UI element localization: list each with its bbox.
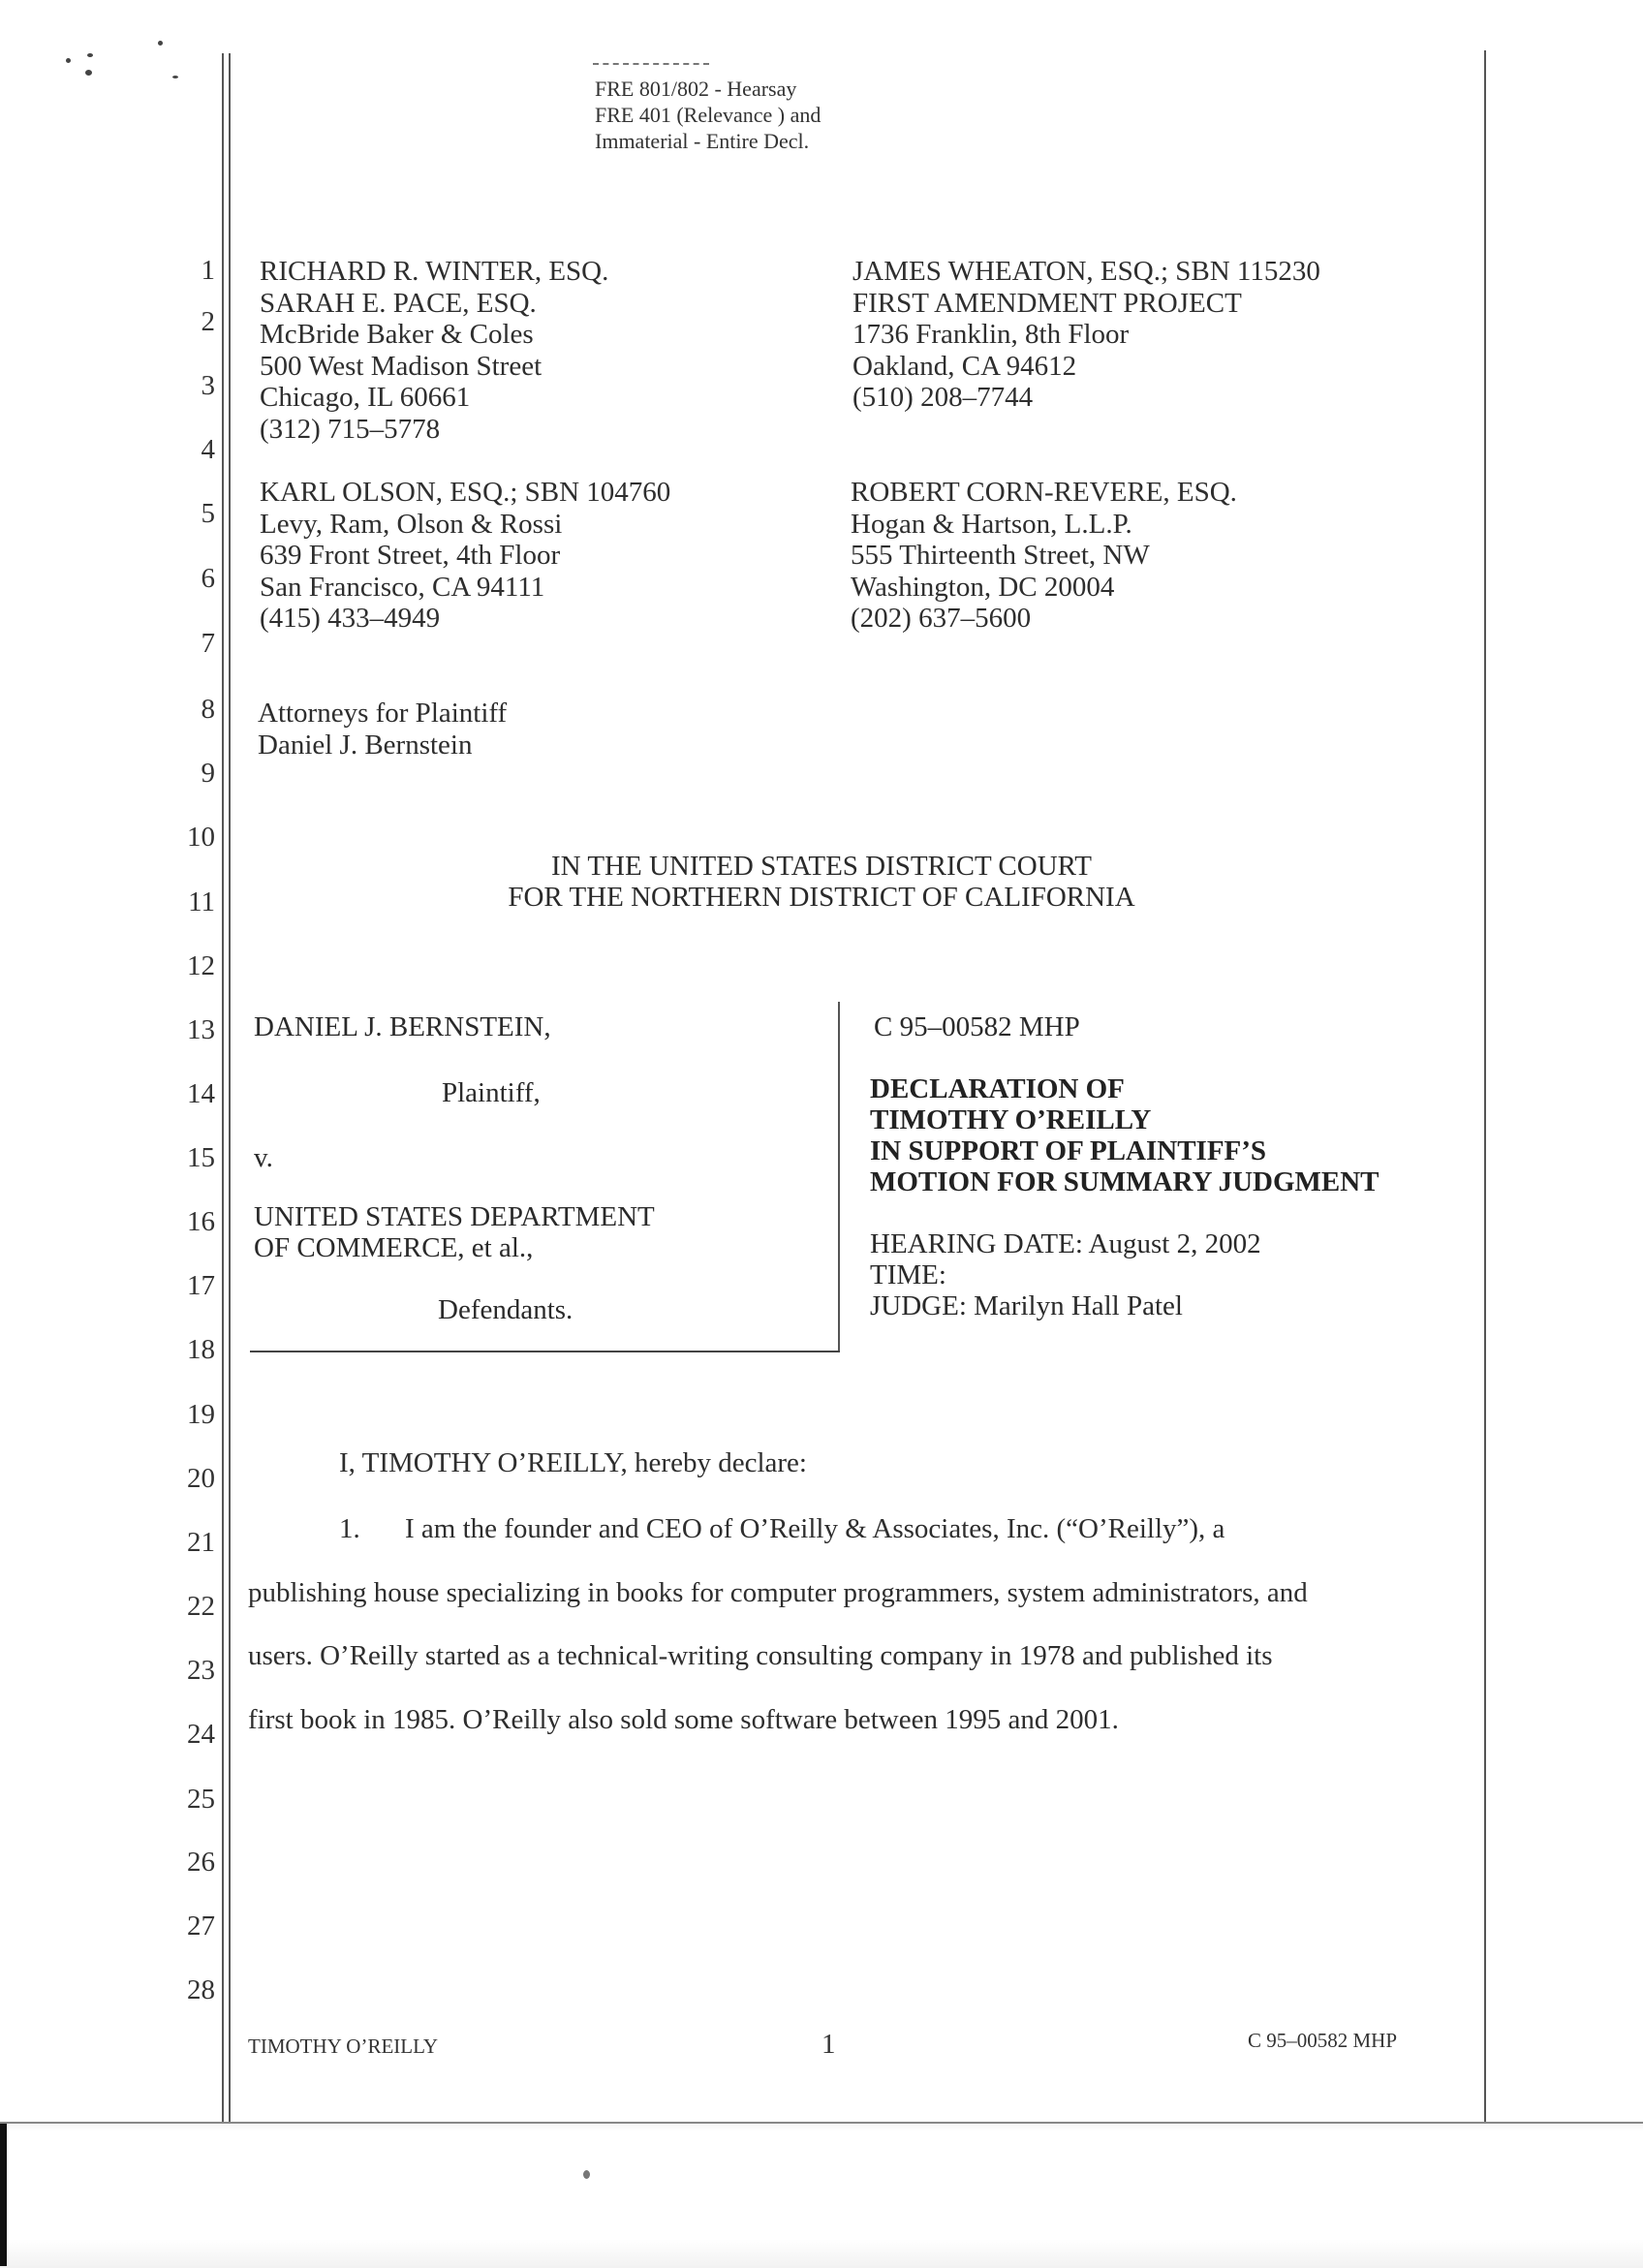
line-number: 5 — [201, 498, 215, 529]
caption-parties — [254, 1011, 835, 1042]
annotation-dash-line — [593, 63, 709, 65]
defendant-name — [254, 1201, 655, 1263]
left-margin-rule-outer — [222, 53, 224, 2122]
line-number: 27 — [187, 1911, 215, 1942]
line-number: 17 — [187, 1270, 215, 1301]
counsel-line: SARAH E. PACE, ESQ. — [260, 287, 537, 319]
line-number: 1 — [201, 255, 215, 286]
right-margin-rule — [1484, 50, 1486, 2122]
document-title-line: TIMOTHY O’REILLY — [870, 1104, 1152, 1135]
line-number: 14 — [187, 1078, 215, 1109]
line-number: 21 — [187, 1527, 215, 1558]
court-heading-line: FOR THE NORTHERN DISTRICT OF CALIFORNIA — [508, 882, 1135, 913]
line-number: 2 — [201, 306, 215, 337]
counsel-line: (415) 433–4949 — [260, 603, 441, 634]
counsel-line: Chicago, IL 60661 — [260, 382, 471, 413]
footer-case-number: C 95–00582 MHP — [1248, 2029, 1398, 2052]
paragraph-line: I am the founder and CEO of O’Reilly & Associates, Inc. (“O’Reilly”), a — [405, 1513, 1225, 1544]
objection-annotation — [595, 76, 821, 154]
line-number: 6 — [201, 563, 215, 594]
scanner-bed-area — [0, 2122, 1643, 2268]
line-number: 4 — [201, 434, 215, 465]
counsel-line: 639 Front Street, 4th Floor — [260, 540, 561, 571]
court-heading — [0, 851, 1643, 913]
scan-speck — [87, 53, 93, 57]
line-number: 18 — [187, 1334, 215, 1365]
line-number: 22 — [187, 1591, 215, 1622]
counsel-line: 555 Thirteenth Street, NW — [851, 540, 1150, 571]
counsel-block-olson — [260, 477, 670, 635]
line-number: 15 — [187, 1142, 215, 1173]
paragraph-line: users. O’Reilly started as a technical-writing consulting company in 1978 and published its — [248, 1640, 1273, 1671]
line-number: 16 — [187, 1206, 215, 1237]
versus-label: v. — [254, 1142, 273, 1173]
document-title-line: IN SUPPORT OF PLAINTIFF’S — [870, 1135, 1267, 1166]
scan-speck — [66, 58, 71, 63]
footer-declarant: TIMOTHY O’REILLY — [248, 2035, 438, 2058]
counsel-line: San Francisco, CA 94111 — [260, 571, 545, 603]
counsel-block-wheaton — [852, 256, 1320, 414]
line-number: 8 — [201, 694, 215, 725]
scan-speck — [85, 70, 92, 76]
case-number: C 95–00582 MHP — [874, 1011, 1080, 1042]
counsel-line: (312) 715–5778 — [260, 413, 441, 445]
hearing-date: HEARING DATE: August 2, 2002 — [870, 1228, 1261, 1259]
document-title-line: DECLARATION OF — [870, 1073, 1125, 1104]
counsel-line: Washington, DC 20004 — [851, 571, 1115, 603]
scan-speck — [158, 41, 163, 46]
counsel-line: ROBERT CORN-REVERE, ESQ. — [851, 477, 1237, 508]
defendant-label: Defendants. — [438, 1294, 574, 1325]
line-number: 11 — [188, 886, 215, 917]
client-name: Daniel J. Bernstein — [258, 729, 473, 761]
line-number: 13 — [187, 1014, 215, 1045]
caption-box-bottom-rule — [250, 1351, 840, 1352]
document-title — [870, 1073, 1380, 1197]
attorneys-for-block — [258, 698, 507, 761]
left-margin-rule-inner — [229, 53, 231, 2122]
line-number: 25 — [187, 1784, 215, 1815]
counsel-line: Oakland, CA 94612 — [852, 350, 1077, 382]
scanner-edge-shadow — [0, 2124, 7, 2266]
court-heading-line: IN THE UNITED STATES DISTRICT COURT — [551, 851, 1092, 882]
counsel-line: Levy, Ram, Olson & Rossi — [260, 508, 563, 540]
counsel-line: RICHARD R. WINTER, ESQ. — [260, 256, 609, 287]
counsel-line: (202) 637–5600 — [851, 603, 1032, 634]
annotation-line: FRE 401 (Relevance ) and — [595, 103, 822, 127]
paragraph-line: publishing house specializing in books for computer programmers, system administrators, and — [248, 1577, 1308, 1608]
defendant-line: OF COMMERCE, et al., — [254, 1232, 534, 1263]
counsel-line: 1736 Franklin, 8th Floor — [852, 319, 1130, 350]
counsel-block-winter — [260, 256, 608, 445]
line-number: 28 — [187, 1974, 215, 2005]
annotation-line: FRE 801/802 - Hearsay — [595, 77, 797, 101]
paragraph-line: first book in 1985. O’Reilly also sold some software between 1995 and 2001. — [248, 1704, 1119, 1735]
counsel-line: (510) 208–7744 — [852, 382, 1034, 413]
defendant-line: UNITED STATES DEPARTMENT — [254, 1201, 655, 1232]
counsel-line: JAMES WHEATON, ESQ.; SBN 115230 — [852, 256, 1320, 287]
attorneys-for-label: Attorneys for Plaintiff — [258, 698, 508, 729]
annotation-line: Immaterial - Entire Decl. — [595, 129, 810, 153]
counsel-line: 500 West Madison Street — [260, 350, 542, 382]
line-number: 7 — [201, 628, 215, 659]
line-number: 24 — [187, 1719, 215, 1750]
scan-speck — [583, 2170, 590, 2179]
line-number: 10 — [187, 822, 215, 853]
counsel-line: Hogan & Hartson, L.L.P. — [851, 508, 1132, 540]
footer-page-number: 1 — [822, 2029, 836, 2060]
scan-speck — [172, 76, 178, 78]
counsel-line: FIRST AMENDMENT PROJECT — [852, 287, 1242, 319]
hearing-time: TIME: — [870, 1259, 946, 1290]
plaintiff-name: DANIEL J. BERNSTEIN, — [254, 1011, 551, 1042]
hearing-info — [870, 1228, 1261, 1321]
line-number: 23 — [187, 1655, 215, 1686]
counsel-block-corn-revere — [851, 477, 1237, 635]
judge-name: JUDGE: Marilyn Hall Patel — [870, 1290, 1183, 1321]
caption-box-divider — [838, 1002, 840, 1352]
line-number: 26 — [187, 1847, 215, 1878]
line-number: 9 — [201, 758, 215, 789]
plaintiff-label: Plaintiff, — [442, 1077, 541, 1108]
line-number: 20 — [187, 1463, 215, 1494]
document-title-line: MOTION FOR SUMMARY JUDGMENT — [870, 1166, 1380, 1197]
line-number: 12 — [187, 950, 215, 981]
paragraph-number: 1. — [339, 1513, 360, 1544]
counsel-line: McBride Baker & Coles — [260, 319, 534, 350]
line-number: 3 — [201, 370, 215, 401]
counsel-line: KARL OLSON, ESQ.; SBN 104760 — [260, 477, 671, 508]
line-number: 19 — [187, 1399, 215, 1430]
declaration-intro: I, TIMOTHY O’REILLY, hereby declare: — [339, 1447, 807, 1478]
